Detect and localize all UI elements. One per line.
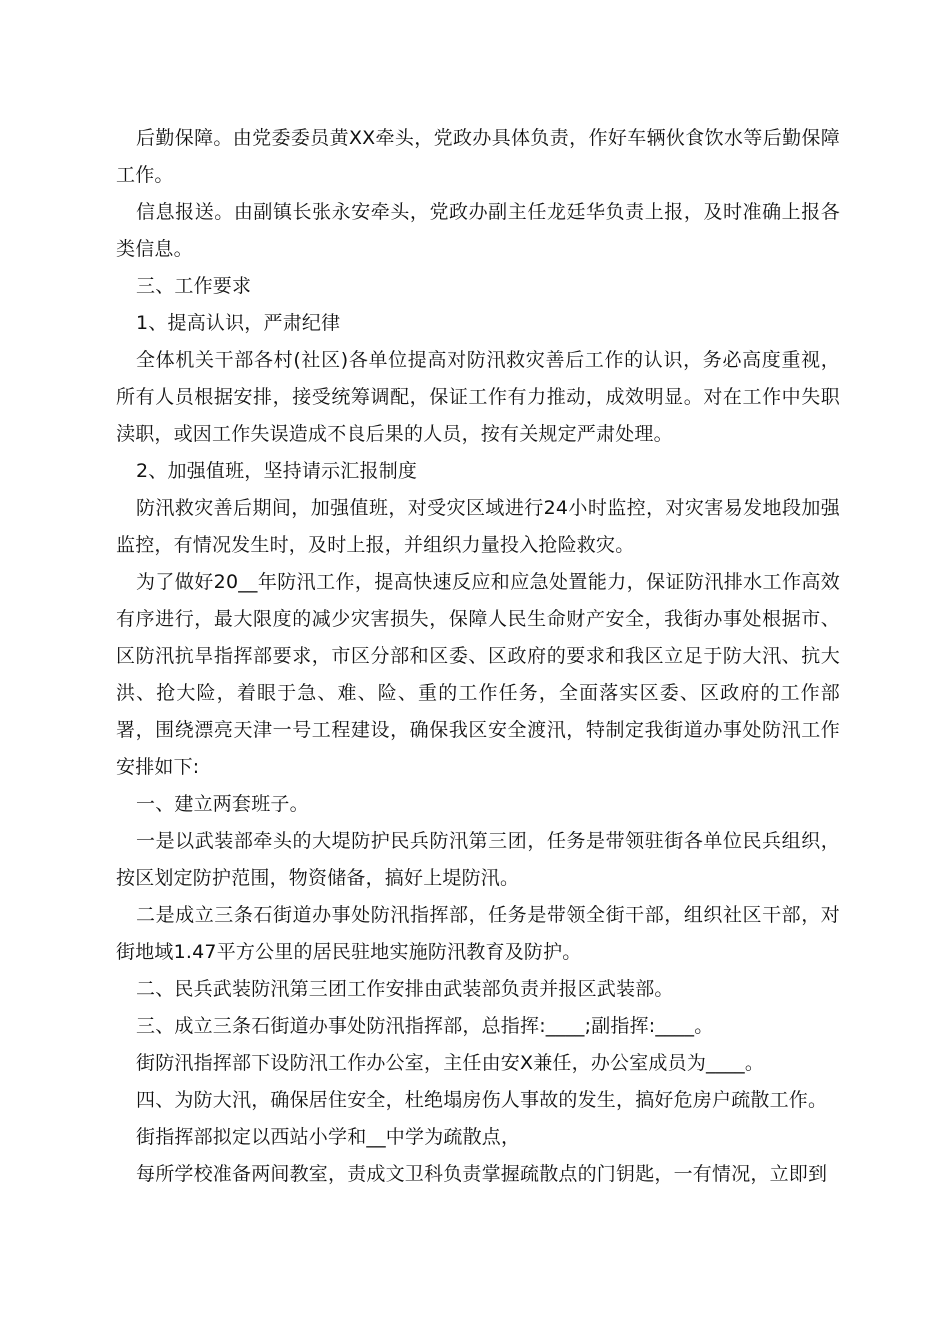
section-heading-requirements: 三、工作要求 (136, 275, 252, 297)
section-heading-command: 三、成立三条石街道办事处防汛指挥部，总指挥:____;副指挥:____。 (136, 1015, 714, 1037)
section-heading-militia: 二、民兵武装防汛第三团工作安排由武装部负责并报区武装部。 (136, 978, 674, 1000)
paragraph-evacuation-points: 街指挥部拟定以西站小学和__中学为疏散点， (136, 1126, 521, 1148)
subheading-discipline: 1、提高认识，严肃纪律 (136, 312, 341, 334)
paragraph-info-reporting: 信息报送。由副镇长张永安牵头，党政办副主任龙廷华负责上报，及时准确上报各类信息。 (116, 201, 840, 260)
section-heading-evacuation: 四、为防大汛，确保居住安全，杜绝塌房伤人事故的发生，搞好危房户疏散工作。 (136, 1089, 828, 1111)
section-heading-teams: 一、建立两套班子。 (136, 793, 309, 815)
paragraph-command-team: 二是成立三条石街道办事处防汛指挥部，任务是带领全街干部，组织社区干部，对街地域1.47平方公里的居民驻地实施防汛教育及防护。 (116, 904, 840, 963)
paragraph-discipline: 全体机关干部各村(社区)各单位提高对防汛救灾善后工作的认识，务必高度重视，所有人员根据安排，接受统筹调配，保证工作有力推动，成效明显。对在工作中失职渎职，或因工作失误造成不良后果的人员，按有关规定严肃处理。 (116, 349, 840, 445)
document-body (116, 120, 840, 1193)
subheading-duty: 2、加强值班，坚持请示汇报制度 (136, 460, 418, 482)
paragraph-office: 街防汛指挥部下设防汛工作办公室，主任由安X兼任，办公室成员为____。 (136, 1052, 765, 1074)
paragraph-duty: 防汛救灾善后期间，加强值班，对受灾区域进行24小时监控，对灾害易发地段加强监控，有情况发生时，及时上报，并组织力量投入抢险救灾。 (116, 497, 840, 556)
paragraph-classrooms: 每所学校准备两间教室，责成文卫科负责掌握疏散点的门钥匙，一有情况，立即到 (136, 1163, 828, 1185)
paragraph-logistics: 后勤保障。由党委委员黄XX牵头，党政办具体负责，作好车辆伙食饮水等后勤保障工作。 (116, 127, 840, 186)
paragraph-militia-team: 一是以武装部牵头的大堤防护民兵防汛第三团，任务是带领驻街各单位民兵组织，按区划定防护范围，物资储备，搞好上堤防汛。 (116, 830, 840, 889)
paragraph-flood-plan-intro: 为了做好20__年防汛工作，提高快速反应和应急处置能力，保证防汛排水工作高效有序进行，最大限度的减少灾害损失，保障人民生命财产安全，我街办事处根据市、区防汛抗旱指挥部要求，市区分部和区委、区政府的要求和我区立足于防大汛、抗大洪、抢大险，着眼于急、难、险、重的工作任务，全面落实区委、区政府的工作部署，围绕漂亮天津一号工程建设，确保我区安全渡汛，特制定我街道办事处防汛工作安排如下: (116, 571, 840, 778)
